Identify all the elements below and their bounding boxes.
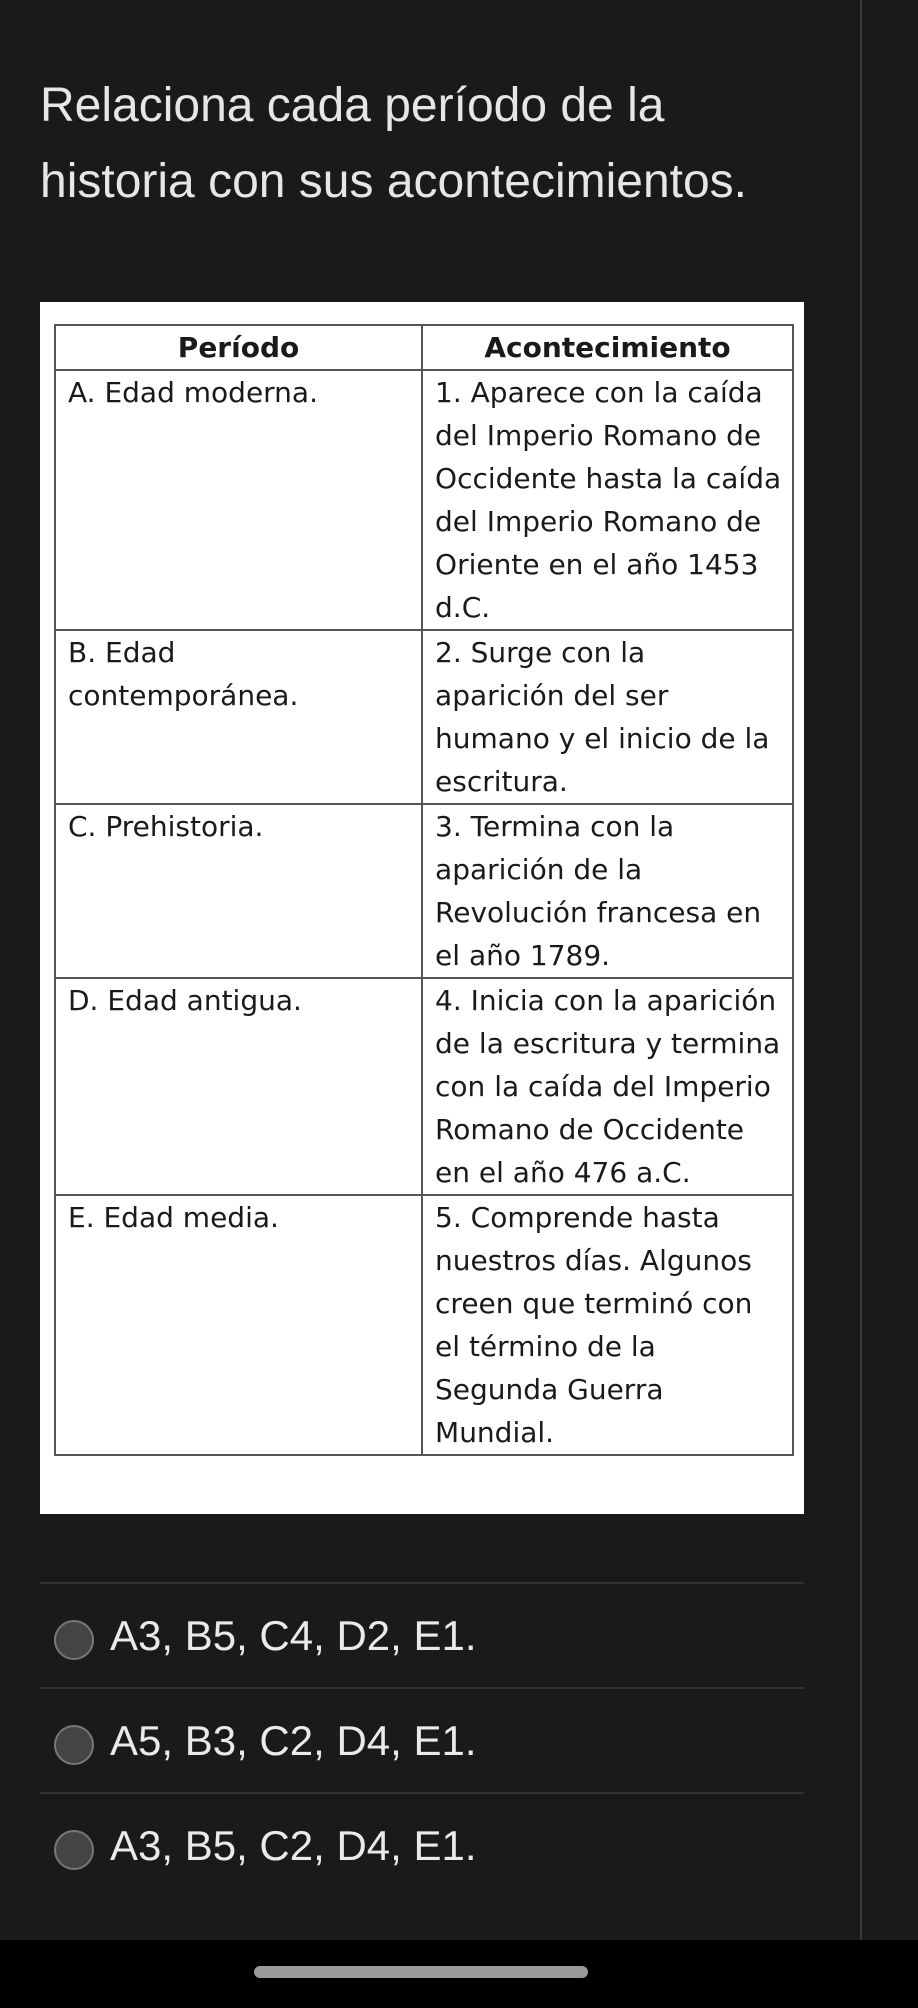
table-row	[55, 1195, 793, 1455]
option-label: A3, B5, C2, D4, E1.	[110, 1822, 477, 1869]
option-label: A5, B3, C2, D4, E1.	[110, 1717, 477, 1764]
answer-option-3[interactable]	[40, 1792, 804, 1897]
event-cell: 5. Comprende hasta nuestros días. Algunos creen que terminó con el término de la Segunda Guerra Mundial.	[422, 1195, 793, 1455]
event-cell: 4. Inicia con la aparición de la escritura y termina con la caída del Imperio Romano de Occidente en el año 476 a.C.	[422, 978, 793, 1195]
option-label: A3, B5, C4, D2, E1.	[110, 1612, 477, 1659]
header-period: Período	[55, 325, 422, 370]
question-line-1: Relaciona cada período de la	[40, 79, 665, 132]
header-event: Acontecimiento	[422, 325, 793, 370]
period-cell: E. Edad media.	[55, 1195, 422, 1455]
table-row	[55, 370, 793, 630]
answer-option-2[interactable]	[40, 1687, 804, 1792]
event-cell: 2. Surge con la aparición del ser humano y el inicio de la escritura.	[422, 630, 793, 804]
table-header-row	[55, 325, 793, 370]
radio-button[interactable]	[54, 1830, 94, 1870]
table-row	[55, 978, 793, 1195]
answer-options	[40, 1582, 804, 1897]
history-table	[54, 324, 794, 1456]
question-line-2: historia con sus acontecimientos.	[40, 155, 748, 208]
answer-option-1[interactable]	[40, 1582, 804, 1687]
period-cell: C. Prehistoria.	[55, 804, 422, 978]
period-cell: A. Edad moderna.	[55, 370, 422, 630]
event-cell: 1. Aparece con la caída del Imperio Romano de Occidente hasta la caída del Imperio Romano de Oriente en el año 1453 d.C.	[422, 370, 793, 630]
table-row	[55, 804, 793, 978]
right-divider	[860, 0, 862, 1940]
history-table-image	[40, 302, 804, 1514]
period-cell: B. Edad contemporánea.	[55, 630, 422, 804]
event-cell: 3. Termina con la aparición de la Revolución francesa en el año 1789.	[422, 804, 793, 978]
table-row	[55, 630, 793, 804]
radio-button[interactable]	[54, 1620, 94, 1660]
question-text	[40, 68, 810, 220]
home-indicator[interactable]	[254, 1966, 588, 1978]
bottom-system-bar	[0, 1940, 918, 2008]
radio-button[interactable]	[54, 1725, 94, 1765]
period-cell: D. Edad antigua.	[55, 978, 422, 1195]
